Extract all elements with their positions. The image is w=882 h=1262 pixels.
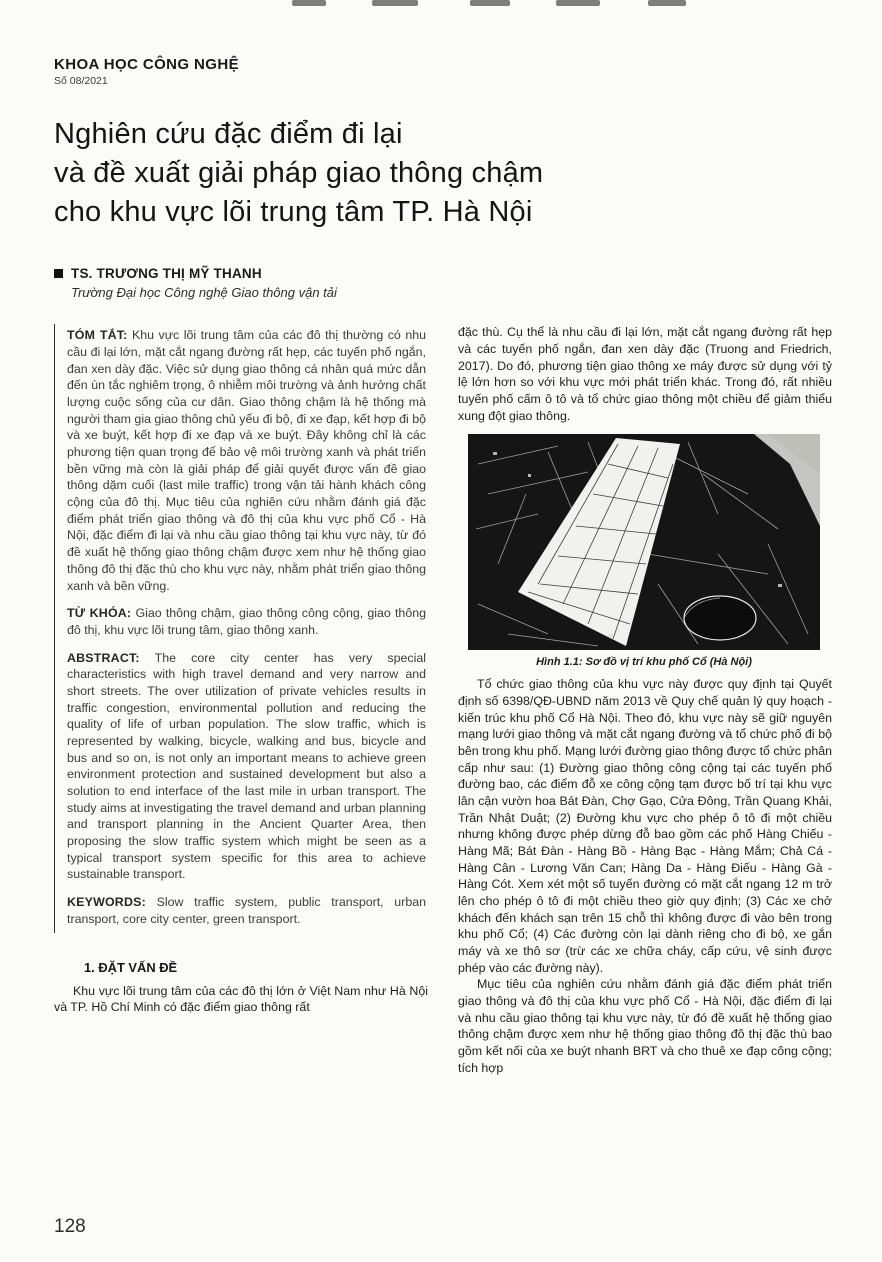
left-column bbox=[54, 324, 428, 1076]
author-block bbox=[54, 266, 832, 281]
title-line-2: và đề xuất giải pháp giao thông chậm bbox=[54, 157, 544, 190]
keywords-text: Slow traffic system, public transport, urban transport, core city center, green transport. bbox=[67, 894, 426, 926]
two-column-body bbox=[54, 324, 832, 1076]
journal-header bbox=[54, 56, 832, 87]
journal-name: KHOA HỌC CÔNG NGHỆ bbox=[54, 56, 239, 73]
scan-artifacts bbox=[0, 0, 882, 10]
section-1-paragraph: Khu vực lõi trung tâm của các đô thị lớn ở Việt Nam như Hà Nội và TP. Hồ Chí Minh có đặc điểm giao thông rất bbox=[54, 983, 428, 1015]
abstract-paragraph bbox=[67, 650, 426, 883]
abstract-text: The core city center has very special characteristics with high travel demand and very narrow and short streets. The over utilization of private vehicles results in traffic congestion, environmental pollution and reducing the quality of life of urban population. The slow traffic, which is represented by walking, bicycle, walking and bus, bicycle and bus and so on, is not only an important means to achieve green environment protection and sustained development but also a solution to end interface of the last mile in urban transport. The study aims at investigating the travel demand and urban planning and transport planning in the Ancient Quarter Area, then proposing the slow traffic system which might be seen as a typical transport system specific for this area to achieve sustainable transport. bbox=[67, 650, 427, 882]
scan-artifact bbox=[292, 0, 326, 6]
page-number: 128 bbox=[54, 1216, 86, 1237]
scan-artifact bbox=[556, 0, 600, 6]
abstract-label: ABSTRACT: bbox=[67, 650, 140, 665]
issue-number: Số 08/2021 bbox=[54, 75, 108, 87]
right-paragraph-2: Tổ chức giao thông của khu vực này được quy định tại Quyết định số 6398/QĐ-UBND năm 2013 về Quy chế quản lý quy hoạch - kiến trúc khu phố Cổ Hà Nội. Theo đó, khu vực này sẽ giữ nguyên mạng lưới giao thông và mặt cắt ngang đường và tổ chức phố đi bộ bên trong khu phố. Mạng lưới đường giao thông được tổ chức phân cấp như sau: (1) Đường giao thông công cộng tại các tuyến phố đường bao, các điểm đỗ xe công cộng tạm được bố trí tại khu vực lân cận vườn hoa Bát Đàn, Chợ Gạo, Cửa Đông, Trần Quang Khải, Trần Nhật Duật; (2) Đường khu vực cho phép ô tô đi một chiều nhưng không được phép dừng đỗ bao gồm các phố Hàng Chiếu - Hàng Mã; Bát Đàn - Hàng Bồ - Hàng Bạc - Hàng Mắm; Chả Cá - Hàng Cân - Lương Văn Can; Hàng Da - Hàng Điếu - Hàng Gà - Hàng Cót. Xem xét một số tuyến đường có mặt cắt ngang 12 m trở lên cho phép ô tô đi một chiều theo giờ quy định; (3) Các xe chở khách đến khách sạn trên 15 chỗ thì không được đi vào bên trong khu phố Cổ; (4) Các đường còn lại dành riêng cho đi bộ, xe gắn máy và xe thô sơ (trừ các xe chữa cháy, cấp cứu, vệ sinh được phép vào các đường này). bbox=[458, 677, 832, 975]
keywords-paragraph bbox=[67, 894, 426, 927]
author-affiliation: Trường Đại học Công nghệ Giao thông vận tải bbox=[71, 285, 337, 301]
tom-tat-paragraph bbox=[67, 327, 426, 594]
scan-artifact bbox=[648, 0, 686, 6]
figure-caption: Hình 1.1: Sơ đồ vị trí khu phố Cổ (Hà Nội) bbox=[536, 656, 752, 669]
tu-khoa-text: Giao thông chậm, giao thông công cộng, giao thông đô thị, khu vực lõi trung tâm, giao thông xanh. bbox=[67, 606, 427, 637]
right-paragraph-3: Mục tiêu của nghiên cứu nhằm đánh giá đặc điểm phát triển giao thông và đô thị của khu vực phố Cổ - Hà Nội, đặc điểm đi lại và nhu cầu giao thông tại khu vực này, từ đó đề xuất hệ thống giao thông chậm được xem như hệ thống giao thông đô thị đặc thù bao gồm kết nối của xe buýt nhanh BRT và cho thuê xe đạp công cộng; tích hợp bbox=[458, 977, 832, 1075]
map-figure-image bbox=[468, 434, 820, 650]
tu-khoa-paragraph bbox=[67, 605, 426, 638]
tu-khoa-label: TỪ KHÓA: bbox=[67, 606, 132, 621]
title-line-1: Nghiên cứu đặc điểm đi lại bbox=[54, 118, 403, 150]
scan-artifact bbox=[372, 0, 418, 6]
square-bullet-icon bbox=[54, 269, 63, 278]
keywords-label: KEYWORDS: bbox=[67, 894, 146, 909]
abstract-box bbox=[54, 324, 428, 933]
author-name: TS. TRƯƠNG THỊ MỸ THANH bbox=[71, 266, 262, 282]
paper-title bbox=[54, 115, 832, 232]
figure-1-1 bbox=[468, 434, 820, 670]
section-1-heading: 1. ĐẶT VẤN ĐỀ bbox=[84, 960, 178, 976]
tom-tat-label: TÓM TẮT: bbox=[67, 328, 128, 343]
tom-tat-text: Khu vực lõi trung tâm của các đô thị thường có nhu cầu đi lại lớn, mặt cắt ngang đường rất hẹp, các tuyến phố ngắn, đan xen dày đặc. Việc sử dụng giao thông cá nhân quá mức dẫn đến ùn tắc nghiêm trọng, ô nhiễm môi trường và ảnh hưởng chất lượng cuộc sống của cư dân. Giao thông chậm là hệ thống mà người tham gia giao thông chủ yếu đi bộ, đi xe đạp, kết hợp đi bộ và xe buýt, kết hợp đi xe đạp và xe buýt. Đây không chỉ là các phương tiện quan trọng để bảo vệ môi trường xanh và phát triển bền vững mà còn là giải pháp để giải quyết được vấn đề giao thông dặm cuối (last mile traffic) trong vận tải hành khách công cộng của đô thị. Mục tiêu của nghiên cứu nhằm đánh giá đặc điểm phát triển giao thông và đô thị của khu vực phố Cổ - Hà Nội, đặc điểm đi lại và nhu cầu giao thông tại khu vực này, từ đó đề xuất hệ thống giao thông chậm được xem như hệ thống giao thông đô thị đặc thù cho khu vực này, nhằm phát triển giao thông xanh và bền vững. bbox=[67, 328, 426, 593]
title-line-3: cho khu vực lõi trung tâm TP. Hà Nội bbox=[54, 196, 533, 229]
right-paragraph-1: đặc thù. Cụ thể là nhu cầu đi lại lớn, mặt cắt ngang đường rất hẹp và các tuyến phố ngắn, đan xen dày đặc (Truong and Friedrich, 2017). Do đó, phương tiện giao thông xe máy được sử dụng với tỷ lệ lớn hơn so với khu vực mới phát triển khác. Trong đó, rất nhiều tuyến phố cấm ô tô và tổ chức giao thông một chiều để giảm thiểu xung đột giao thông. bbox=[458, 325, 832, 423]
right-column bbox=[458, 324, 832, 1076]
scan-artifact bbox=[470, 0, 510, 6]
